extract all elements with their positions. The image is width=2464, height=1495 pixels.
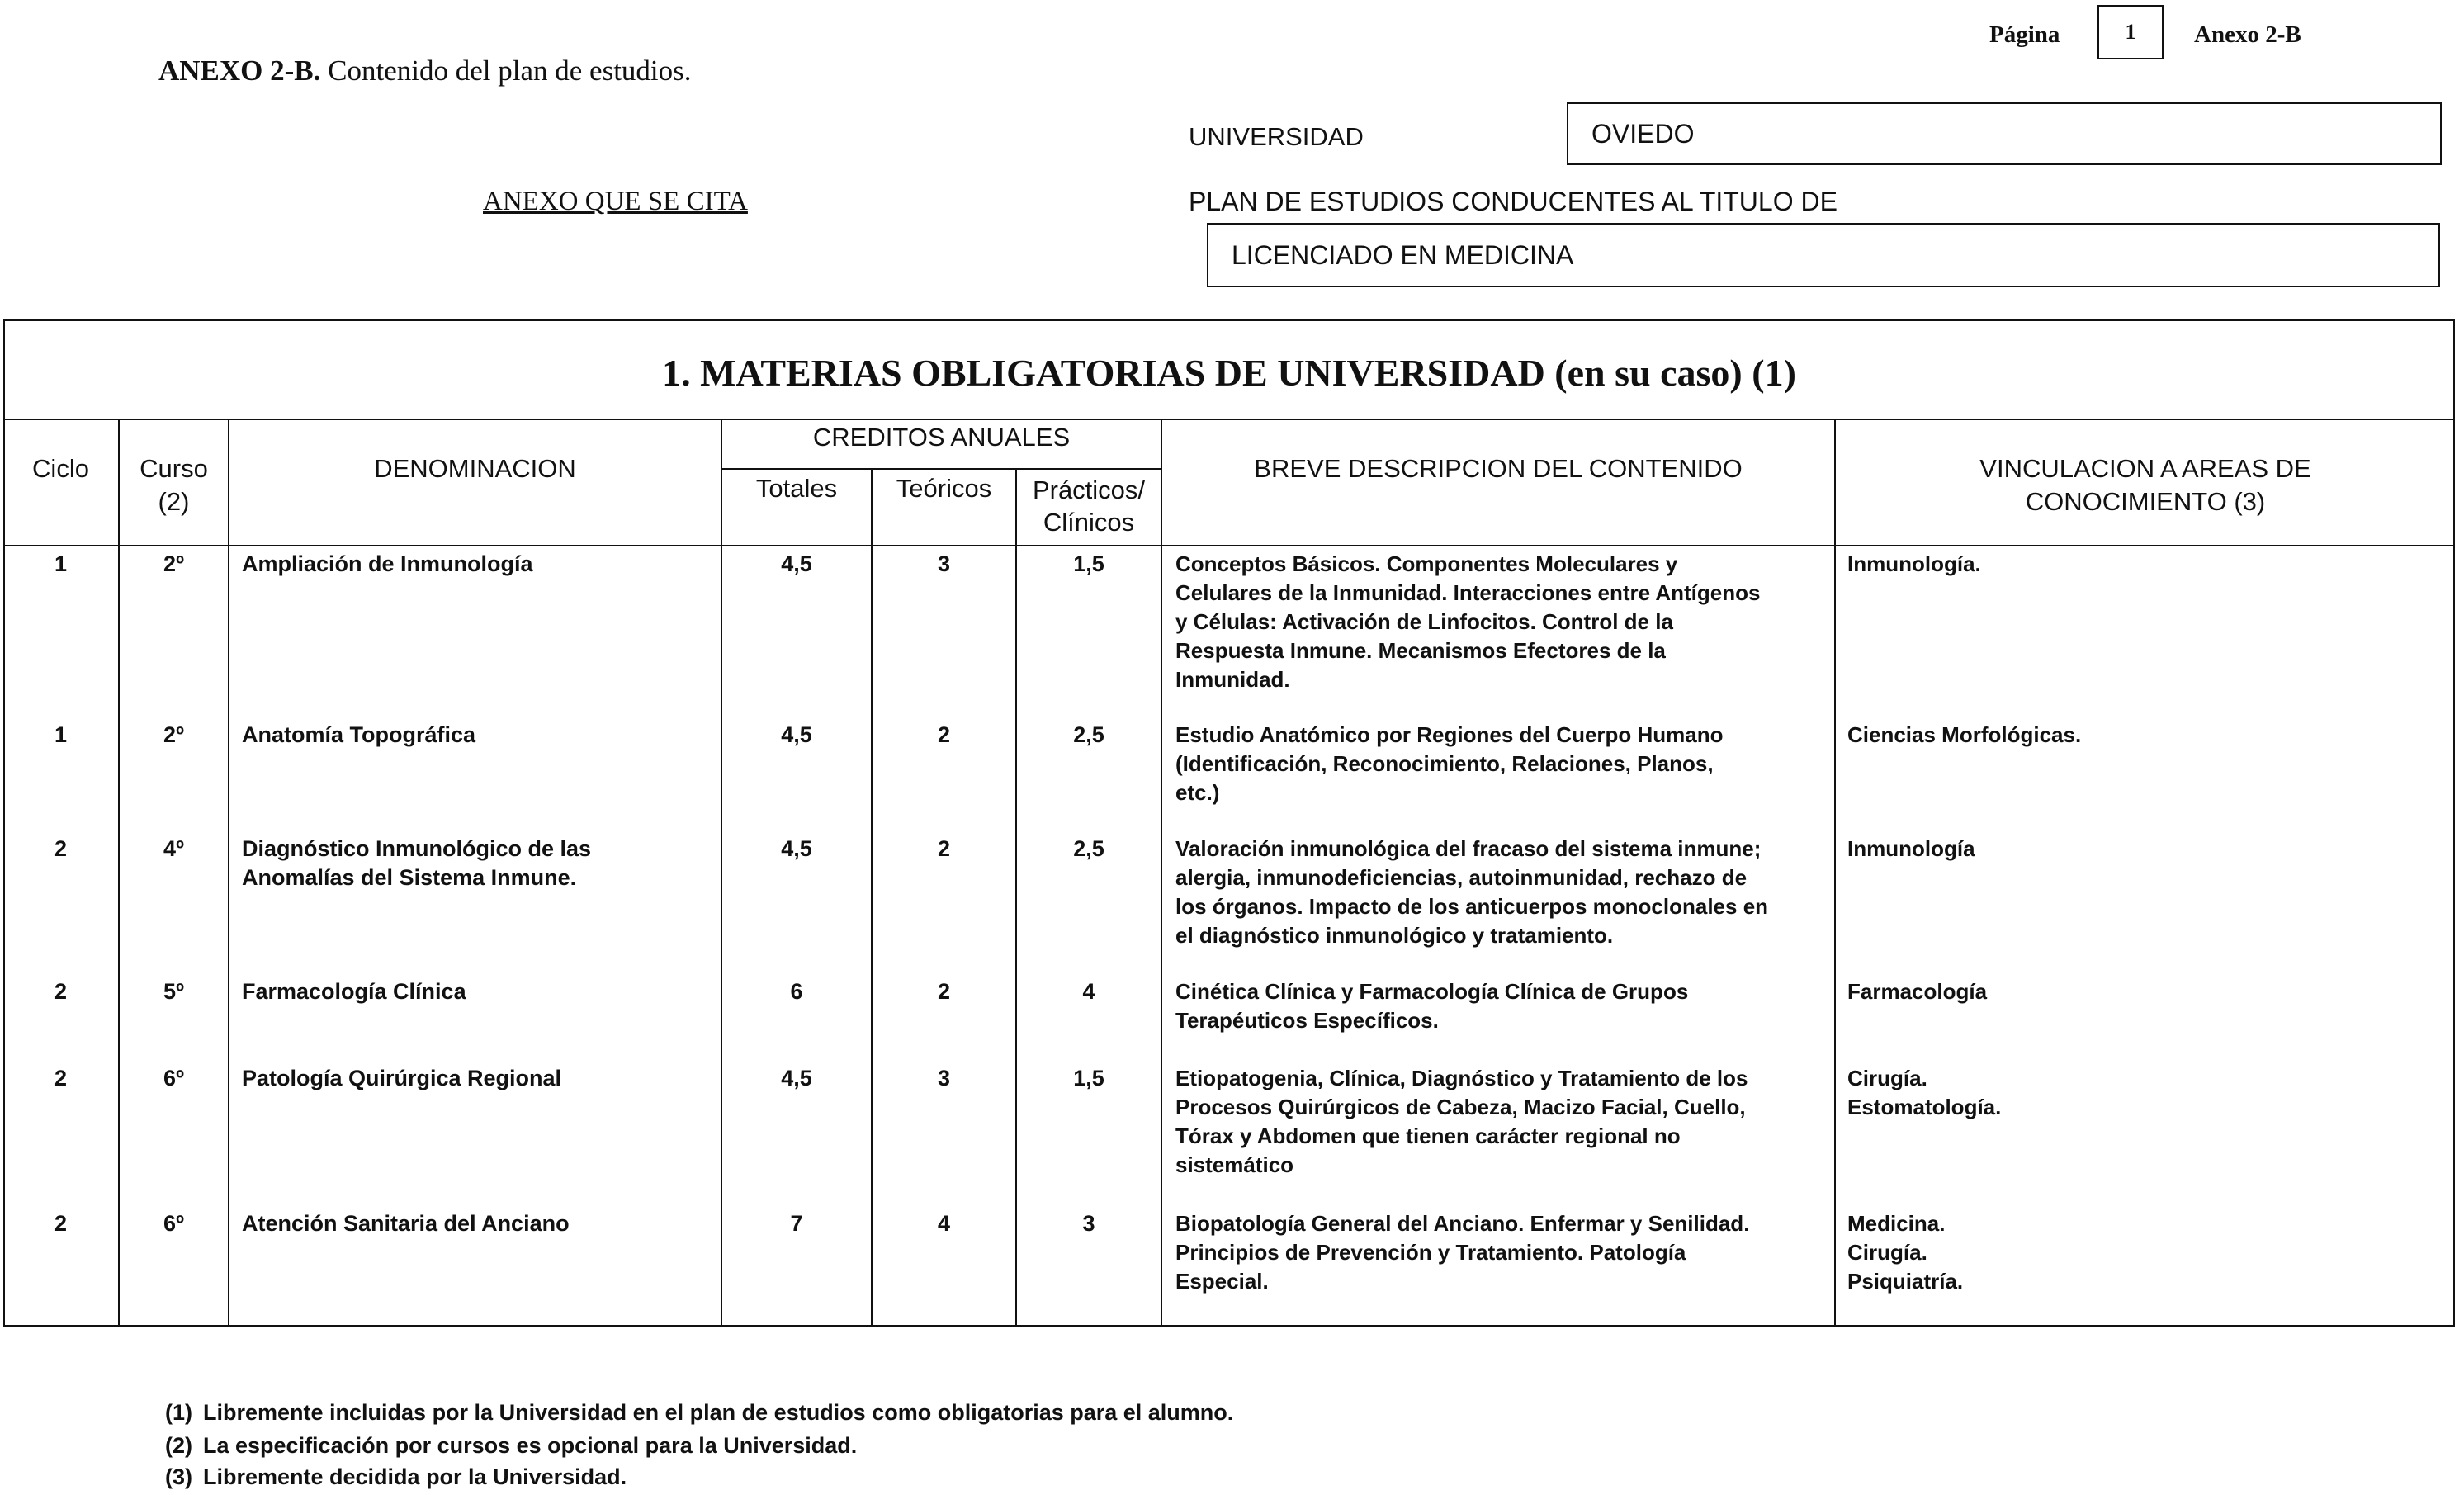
row-2-descripcion: Estudio Anatómico por Regiones del Cuerpo Humano (Identificación, Reconocimiento, Relaciones, Planos, etc.) — [1175, 722, 1724, 805]
col-divider — [871, 468, 873, 1327]
annex-cite-label: ANEXO QUE SE CITA — [483, 187, 748, 216]
table-top-rule — [3, 419, 2455, 420]
row-4-vinculacion: Farmacología — [1847, 979, 1988, 1004]
university-field: OVIEDO — [1567, 102, 2442, 165]
row-2-curso: 2º — [163, 722, 184, 747]
header-bottom-rule — [3, 545, 2455, 546]
page-label: Página — [1989, 21, 2060, 48]
row-5-curso: 6º — [163, 1066, 184, 1090]
row-4-descripcion: Cinética Clínica y Farmacología Clínica de Grupos Terapéuticos Específicos. — [1175, 979, 1689, 1033]
degree-field: LICENCIADO EN MEDICINA — [1207, 223, 2440, 287]
row-2-denominacion: Anatomía Topográfica — [242, 722, 476, 747]
annex-title-bold: ANEXO 2-B. — [158, 54, 321, 87]
annex-title-rest: Contenido del plan de estudios. — [320, 54, 692, 87]
annex-title — [158, 54, 692, 88]
row-6-totales: 7 — [790, 1211, 803, 1236]
row-6-curso: 6º — [163, 1211, 184, 1236]
col-divider — [228, 419, 229, 1327]
row-6-descripcion: Biopatología General del Anciano. Enfermar y Senilidad. Principios de Prevención y Tratamiento. Patología Especial. — [1175, 1211, 1750, 1294]
col-divider — [1161, 419, 1162, 1327]
row-3-ciclo: 2 — [54, 836, 68, 861]
page-annex-label: Anexo 2-B — [2194, 21, 2301, 48]
row-3-practicos: 2,5 — [1073, 836, 1104, 861]
row-5-ciclo: 2 — [54, 1066, 68, 1090]
col-header-vinculacion-2: CONOCIMIENTO (3) — [2025, 487, 2266, 516]
row-4-curso: 5º — [163, 979, 184, 1004]
university-label: UNIVERSIDAD — [1189, 122, 1364, 151]
row-6-teoricos: 4 — [937, 1211, 951, 1236]
row-2-totales: 4,5 — [781, 722, 812, 747]
col-header-teoricos: Teóricos — [896, 474, 992, 503]
row-1-descripcion: Conceptos Básicos. Componentes Moleculares y Celulares de la Inmunidad. Interacciones entre Antígenos y Células: Activación de Linfocitos. Control de la Respuesta Inmune. Mecanismos Efectores de la Inmunidad. — [1175, 551, 1761, 692]
row-1-denominacion: Ampliación de Inmunología — [242, 551, 533, 576]
col-header-descripcion: BREVE DESCRIPCION DEL CONTENIDO — [1254, 454, 1743, 483]
row-3-curso: 4º — [163, 836, 184, 861]
col-header-totales: Totales — [755, 474, 838, 503]
row-4-practicos: 4 — [1082, 979, 1095, 1004]
row-2-ciclo: 1 — [54, 722, 68, 747]
col-header-curso-note: (2) — [158, 487, 190, 516]
row-2-vinculacion: Ciencias Morfológicas. — [1847, 722, 2082, 747]
row-1-totales: 4,5 — [781, 551, 812, 576]
col-header-denominacion: DENOMINACION — [374, 454, 576, 483]
row-5-vinculacion: Cirugía. Estomatología. — [1847, 1066, 2002, 1119]
row-6-ciclo: 2 — [54, 1211, 68, 1236]
row-1-teoricos: 3 — [937, 551, 951, 576]
row-4-teoricos: 2 — [937, 979, 951, 1004]
row-1-curso: 2º — [163, 551, 184, 576]
footnote-1: (1) Libremente incluidas por la Universidad en el plan de estudios como obligatorias para el alumno. — [165, 1400, 1234, 1425]
row-3-totales: 4,5 — [781, 836, 812, 861]
row-6-denominacion: Atención Sanitaria del Anciano — [242, 1211, 570, 1236]
col-header-ciclo: Ciclo — [32, 454, 89, 483]
row-1-practicos: 1,5 — [1073, 551, 1104, 576]
row-5-denominacion: Patología Quirúrgica Regional — [242, 1066, 562, 1090]
footnote-3: (3) Libremente decidida por la Universidad. — [165, 1464, 627, 1489]
row-1-ciclo: 1 — [54, 551, 68, 576]
col-header-clinicos: Clínicos — [1043, 508, 1135, 537]
row-5-totales: 4,5 — [781, 1066, 812, 1090]
row-2-practicos: 2,5 — [1073, 722, 1104, 747]
row-2-teoricos: 2 — [937, 722, 951, 747]
section-title: 1. MATERIAS OBLIGATORIAS DE UNIVERSIDAD (en su caso) (1) — [662, 352, 1796, 394]
row-4-ciclo: 2 — [54, 979, 68, 1004]
row-6-practicos: 3 — [1082, 1211, 1095, 1236]
col-divider — [1834, 419, 1836, 1327]
row-6-vinculacion: Medicina. Cirugía. Psiquiatría. — [1847, 1211, 1964, 1294]
row-3-teoricos: 2 — [937, 836, 951, 861]
row-3-denominacion: Diagnóstico Inmunológico de las Anomalías del Sistema Inmune. — [242, 836, 592, 890]
row-4-denominacion: Farmacología Clínica — [242, 979, 466, 1004]
footnote-2: (2) La especificación por cursos es opcional para la Universidad. — [165, 1433, 858, 1458]
col-header-vinculacion: VINCULACION A AREAS DE — [1979, 454, 2311, 483]
col-header-practicos: Prácticos/ — [1032, 475, 1146, 504]
row-5-teoricos: 3 — [937, 1066, 951, 1090]
page-number-box: 1 — [2097, 5, 2164, 59]
col-header-curso: Curso — [140, 454, 208, 483]
row-3-descripcion: Valoración inmunológica del fracaso del sistema inmune; alergia, inmunodeficiencias, autoinmunidad, rechazo de los órganos. Impacto de los anticuerpos monoclonales en el diagnóstico inmunológico y tratamiento. — [1175, 836, 1769, 948]
row-3-vinculacion: Inmunología — [1847, 836, 1975, 861]
col-divider — [1015, 468, 1017, 1327]
credits-sub-rule — [721, 468, 1162, 470]
row-5-practicos: 1,5 — [1073, 1066, 1104, 1090]
col-header-creditos: CREDITOS ANUALES — [812, 423, 1071, 452]
row-1-vinculacion: Inmunología. — [1847, 551, 1981, 576]
row-4-totales: 6 — [790, 979, 803, 1004]
row-5-descripcion: Etiopatogenia, Clínica, Diagnóstico y Tratamiento de los Procesos Quirúrgicos de Cabeza, Macizo Facial, Cuello, Tórax y Abdomen que tienen carácter regional no sistemático — [1175, 1066, 1748, 1177]
plan-label: PLAN DE ESTUDIOS CONDUCENTES AL TITULO DE — [1189, 187, 1837, 216]
